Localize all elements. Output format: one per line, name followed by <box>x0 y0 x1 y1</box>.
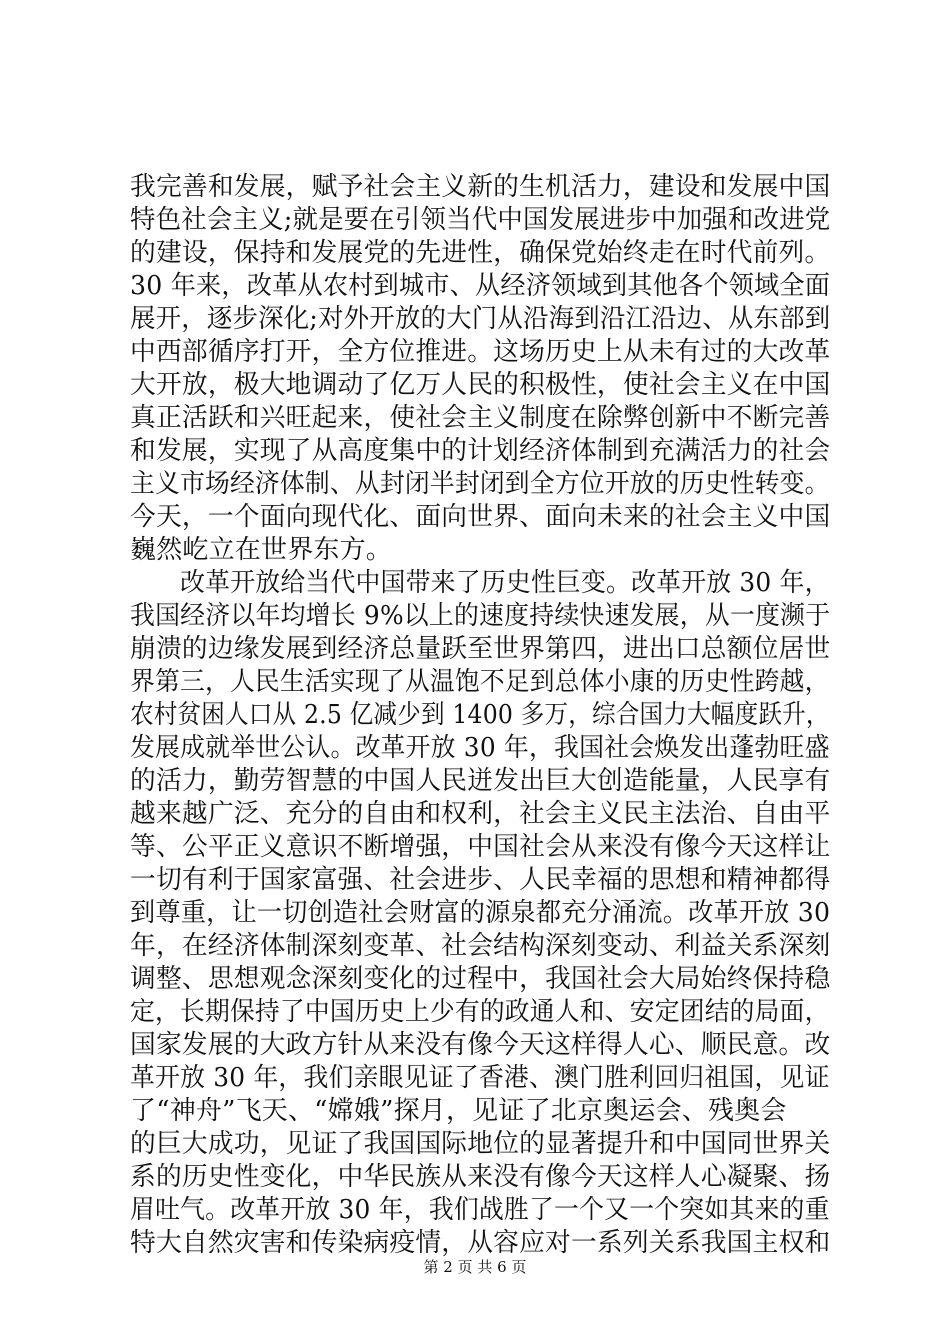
text-line: 中西部循序打开，全方位推进。这场历史上从未有过的大改革 <box>130 337 831 367</box>
text-line: 改革开放给当代中国带来了历史性巨变。改革开放 30 年， <box>130 568 830 598</box>
text-line: 的活力，勤劳智慧的中国人民迸发出巨大创造能量，人民享有 <box>130 766 831 796</box>
text-line: 调整、思想观念深刻变化的过程中，我国社会大局始终保持稳 <box>130 964 831 994</box>
text-line: 革开放 30 年，我们亲眼见证了香港、澳门胜利回归祖国，见证 <box>130 1063 830 1093</box>
text-line: 特色社会主义;就是要在引领当代中国发展进步中加强和改进党 <box>130 205 831 235</box>
text-line: 越来越广泛、充分的自由和权利，社会主义民主法治、自由平 <box>130 799 831 829</box>
text-line: 眉吐气。改革开放 30 年，我们战胜了一个又一个突如其来的重 <box>130 1195 830 1225</box>
text-line: 等、公平正义意识不断增强，中国社会从来没有像今天这样让 <box>130 832 831 862</box>
text-line: 展开，逐步深化;对外开放的大门从沿海到沿江沿边、从东部到 <box>130 304 831 334</box>
text-line: 和发展，实现了从高度集中的计划经济体制到充满活力的社会 <box>130 436 831 466</box>
text-line: 国家发展的大政方针从来没有像今天这样得人心、顺民意。改 <box>130 1030 831 1060</box>
text-line: 到尊重，让一切创造社会财富的源泉都充分涌流。改革开放 30 <box>130 898 831 928</box>
text-line: 发展成就举世公认。改革开放 30 年，我国社会焕发出蓬勃旺盛 <box>130 733 830 763</box>
text-line: 崩溃的边缘发展到经济总量跃至世界第四，进出口总额位居世 <box>130 634 831 664</box>
text-line: 界第三，人民生活实现了从温饱不足到总体小康的历史性跨越， <box>130 667 830 697</box>
text-line: 大开放，极大地调动了亿万人民的积极性，使社会主义在中国 <box>130 370 831 400</box>
text-line: 的建设，保持和发展党的先进性，确保党始终走在时代前列。 <box>130 238 831 268</box>
page-footer: 第 2 页 共 6 页 <box>423 1258 527 1276</box>
text-line: 特大自然灾害和传染病疫情，从容应对一系列关系我国主权和 <box>130 1228 831 1258</box>
text-line: 系的历史性变化，中华民族从来没有像今天这样人心凝聚、扬 <box>130 1162 831 1192</box>
text-line: 了“神舟”飞天、“嫦娥”探月，见证了北京奥运会、残奥会 <box>130 1096 787 1126</box>
text-line: 主义市场经济体制、从封闭半封闭到全方位开放的历史性转变。 <box>130 469 830 499</box>
text-line: 我完善和发展，赋予社会主义新的生机活力，建设和发展中国 <box>130 172 831 202</box>
text-line: 30 年来，改革从农村到城市、从经济领域到其他各个领域全面 <box>130 271 831 301</box>
text-line: 我国经济以年均增长 9%以上的速度持续快速发展，从一度濒于 <box>130 601 831 631</box>
text-line: 真正活跃和兴旺起来，使社会主义制度在除弊创新中不断完善 <box>130 403 831 433</box>
text-line: 农村贫困人口从 2.5 亿减少到 1400 多万，综合国力大幅度跃升， <box>130 700 830 730</box>
body-text <box>130 171 830 1260</box>
text-line: 定，长期保持了中国历史上少有的政通人和、安定团结的局面， <box>130 997 830 1027</box>
text-line: 年，在经济体制深刻变革、社会结构深刻变动、利益关系深刻 <box>130 931 831 961</box>
text-line: 巍然屹立在世界东方。 <box>130 535 393 565</box>
text-line: 一切有利于国家富强、社会进步、人民幸福的思想和精神都得 <box>130 865 831 895</box>
text-line: 的巨大成功，见证了我国国际地位的显著提升和中国同世界关 <box>130 1129 831 1159</box>
text-line: 今天，一个面向现代化、面向世界、面向未来的社会主义中国 <box>130 502 831 532</box>
